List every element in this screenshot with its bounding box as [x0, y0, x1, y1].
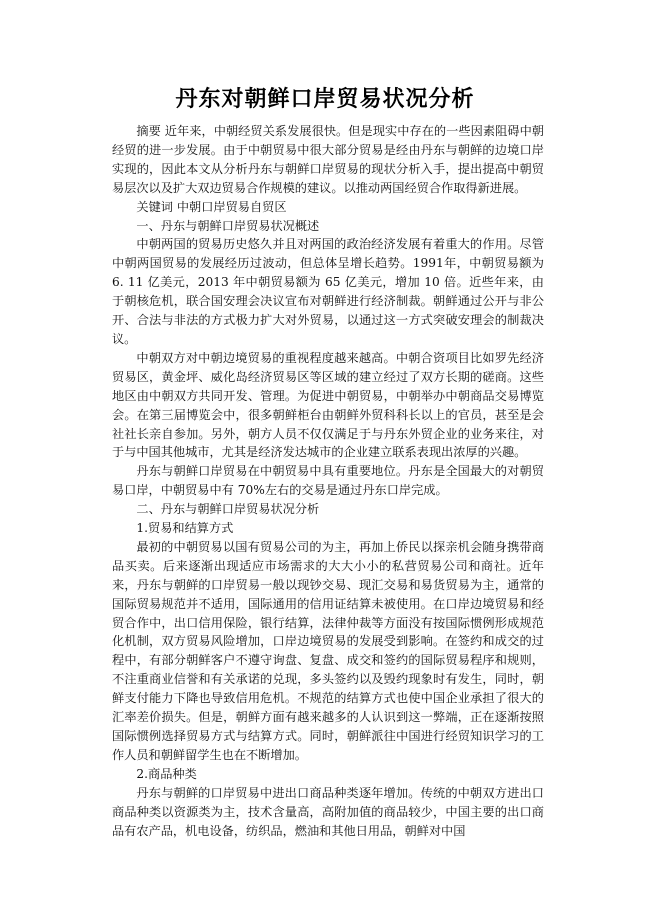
section-heading-1: 一、丹东与朝鲜口岸贸易状况概述 [136, 218, 320, 233]
subsection-heading-2: 2.商品种类 [136, 766, 197, 781]
body-paragraph: 中朝两国的贸易历史悠久并且对两国的政治经济发展有着重大的作用。尽管中朝两国贸易的发展经历过波动，但总体呈增长趋势。1991年，中朝贸易额为 6. 11 亿美元，2013 年中朝贸易额为 65 亿美元，增加 10 倍。近些年来，由于朝核危机，联合国安理会决议宣布对朝鲜进行经济制裁。朝鲜通过公开与非公开、合法与非法的方式极力扩大对外贸易，以通过这一方式突破安理会的制裁决议。 [112, 237, 544, 346]
body-paragraph: 中朝双方对中朝边境贸易的重视程度越来越高。中朝合资项目比如罗先经济贸易区，黄金坪、威化岛经济贸易区等区域的建立经过了双方长期的磋商。这些地区由中朝双方共同开发、管理。为促进中朝贸易，中朝举办中朝商品交易博览会。在第三届博览会中，很多朝鲜柜台由朝鲜外贸科科长以上的官员，甚至是会社社长亲自参加。另外，朝方人员不仅仅满足于与丹东外贸企业的业务来往，对于与中国其他城市，尤其是经济发达城市的企业建立联系表现出浓厚的兴趣。 [112, 350, 544, 460]
document-title: 丹东对朝鲜口岸贸易状况分析 [175, 87, 475, 112]
subsection-heading-1: 1.贸易和结算方式 [136, 521, 234, 536]
document-body [112, 122, 544, 840]
body-paragraph: 丹东与朝鲜口岸贸易在中朝贸易中具有重要地位。丹东是全国最大的对朝贸易口岸，中朝贸易中有 70%左右的交易是通过丹东口岸完成。 [112, 464, 544, 498]
keywords-line: 关键词 中朝口岸贸易自贸区 [136, 199, 287, 214]
abstract-paragraph: 摘要 近年来，中朝经贸关系发展很快。但是现实中存在的一些因素阻碍中朝经贸的进一步发展。由于中朝贸易中很大部分贸易是经由丹东与朝鲜的边境口岸实现的，因此本文从分析丹东与朝鲜口岸贸易的现状分析入手，提出提高中朝贸易层次以及扩大双边贸易合作规模的建议。以推动两国经贸合作取得新进展。 [112, 124, 544, 195]
body-paragraph: 丹东与朝鲜的口岸贸易中进出口商品种类逐年增加。传统的中朝双方进出口商品种类以资源类为主，技术含量高，高附加值的商品较少，中国主要的出口商品有农产品，机电设备，纺织品，燃油和其他日用品，朝鲜对中国 [112, 785, 544, 838]
body-paragraph: 最初的中朝贸易以国有贸易公司的为主，再加上侨民以探亲机会随身携带商品买卖。后来逐渐出现适应市场需求的大大小小的私营贸易公司和商社。近年来，丹东与朝鲜的口岸贸易一般以现钞交易、现汇交易和易货贸易为主，通常的国际贸易规范并不适用，国际通用的信用证结算未被使用。在口岸边境贸易和经贸合作中，出口信用保险，银行结算，法律仲裁等方面没有按国际惯例形成规范化机制，双方贸易风险增加，口岸边境贸易的发展受到影响。在签约和成交的过程中，有部分朝鲜客户不遵守询盘、复盘、成交和签约的国际贸易程序和规则，不注重商业信誉和有关承诺的兑现，多头签约以及毁约现象时有发生，同时，朝鲜支付能力下降也导致信用危机。不规范的结算方式也使中国企业承担了很大的汇率差价损失。但是，朝鲜方面有越来越多的人认识到这一弊端，正在逐渐按照国际惯例选择贸易方式与结算方式。同时，朝鲜派往中国进行经贸知识学习的工作人员和朝鲜留学生也在不断增加。 [112, 539, 544, 762]
section-heading-2: 二、丹东与朝鲜口岸贸易状况分析 [136, 502, 320, 517]
